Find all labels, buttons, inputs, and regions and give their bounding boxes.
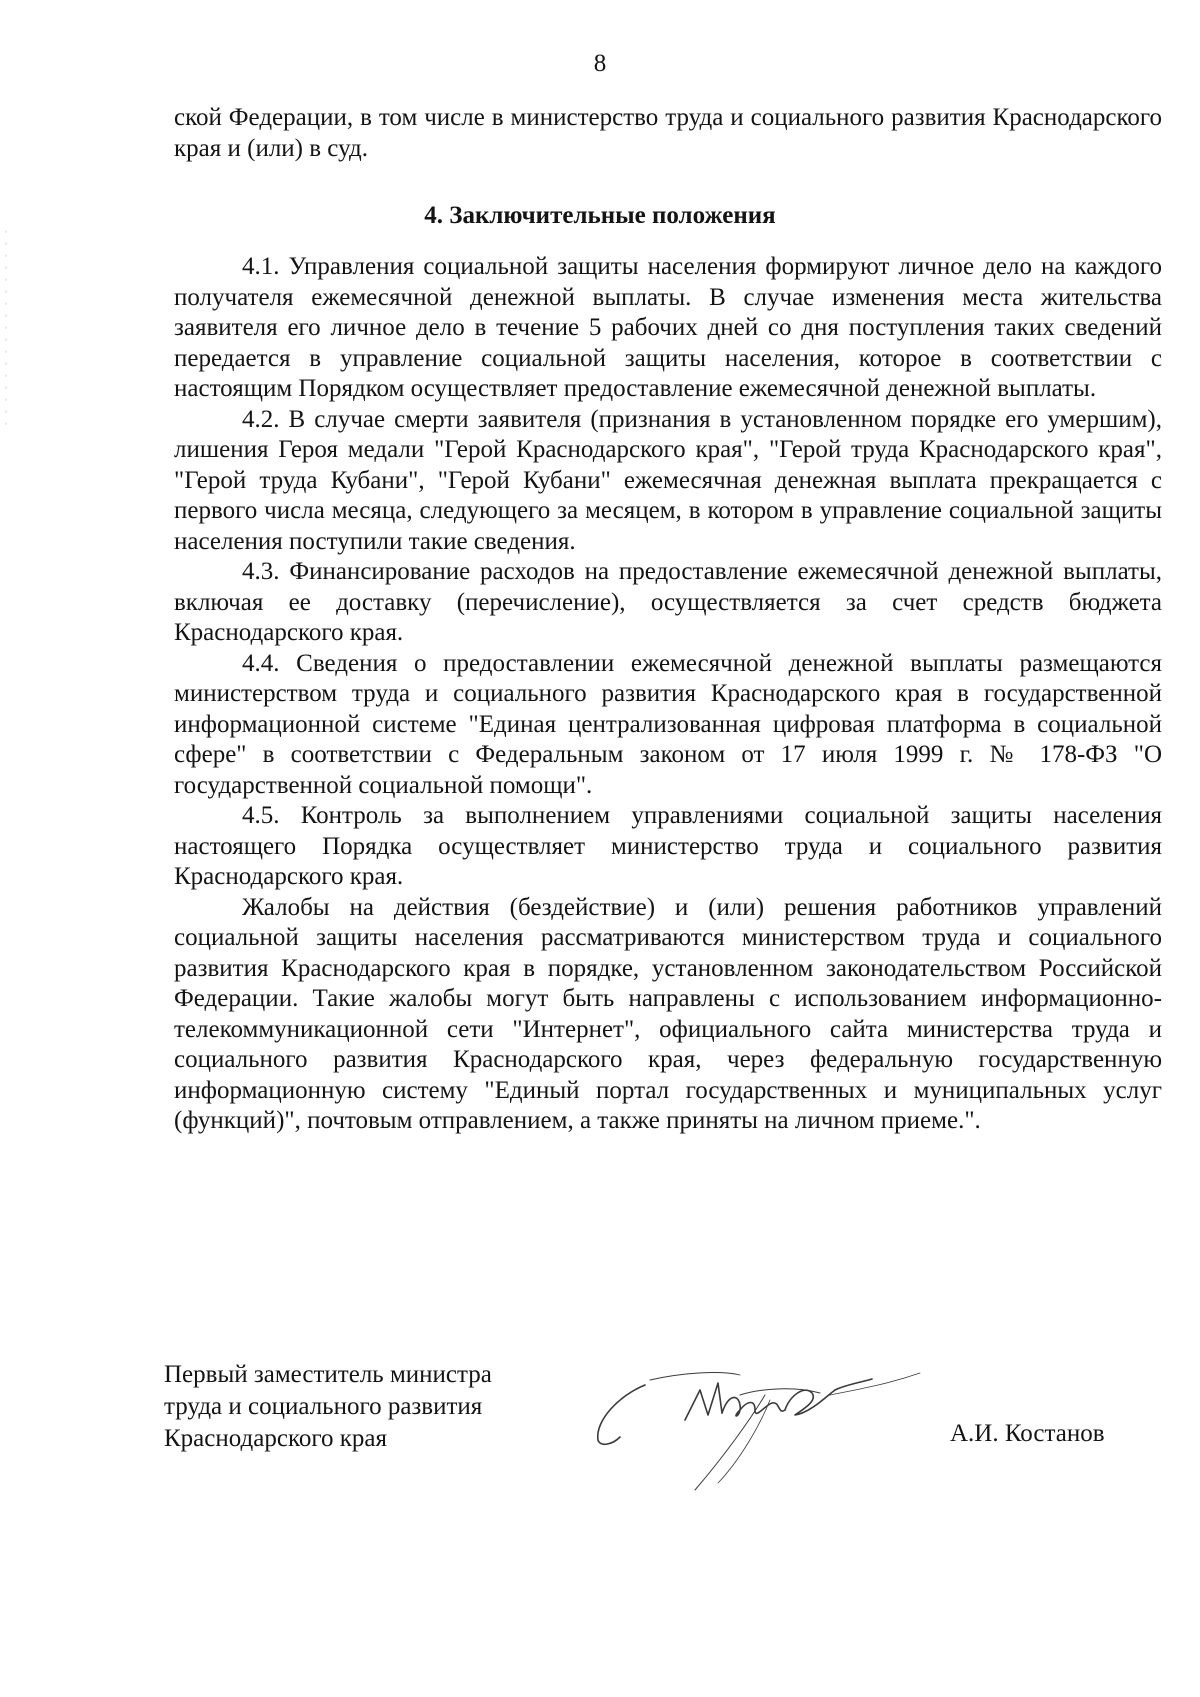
section-body [174, 252, 1162, 1137]
paragraph-4-3: 4.3. Финансирование расходов на предоставление ежемесячной денежной выплаты, включая ее доставку (перечисление), осуществляется за счет средств бюджета Краснодарского края. [174, 558, 1162, 646]
signatory-line: Первый заместитель министра [164, 1361, 492, 1388]
signatory-position [164, 1359, 492, 1455]
continuation-text [174, 103, 1162, 164]
paragraph-4-4: 4.4. Сведения о предоставлении ежемесячной денежной выплаты размещаются министерством труда и социального развития Краснодарского края в государственной информационной системе "Единая централизованная цифровая платформа в социальной сфере" в соответствии с Федеральным законом от 17 июля 1999 г. № 178-ФЗ "О государственной социальной помощи". [174, 649, 1162, 799]
section-heading: 4. Заключительные положения [424, 202, 776, 229]
signatory-line: Краснодарского края [164, 1425, 387, 1452]
signer-name: А.И. Костанов [950, 1420, 1105, 1447]
handwritten-signature [590, 1365, 950, 1505]
continuation-paragraph: ской Федерации, в том числе в министерство труда и социального развития Краснодарского края и (или) в суд. [174, 104, 1162, 162]
paragraph-4-1: 4.1. Управления социальной защиты населения формируют личное дело на каждого получателя ежемесячной денежной выплаты. В случае изменения места жительства заявителя его личное дело в течение 5 рабочих дней со дня поступления таких сведений передается в управление социальной защиты населения, которое в соответствии с настоящим Порядком осуществляет предоставление ежемесячной денежной выплаты. [174, 253, 1162, 402]
paragraph-4-2: 4.2. В случае смерти заявителя (признания в установленном порядке его умершим), лишения Героя медали "Герой Краснодарского края", "Герой труда Краснодарского края", "Герой труда Кубани", "Герой Кубани" ежемесячная денежная выплата прекращается с первого числа месяца, следующего за месяцем, в котором в управление социальной защиты населения поступили такие сведения. [174, 405, 1162, 555]
signatory-line: труда и социального развития [164, 1393, 483, 1420]
paragraph-complaints: Жалобы на действия (бездействие) и (или) решения работников управлений социальной защиты населения рассматриваются министерством труда и социального развития Краснодарского края в порядке, установленном законодательством Российской Федерации. Такие жалобы могут быть направлены с использованием информационно-телекоммуникационной сети "Интернет", официального сайта министерства труда и социального развития Краснодарского края, через федеральную государственную информационную систему "Единый портал государственных и муниципальных услуг (функций)", почтовым отправлением, а также приняты на личном приеме.". [174, 893, 1162, 1134]
scan-margin-marks [4, 230, 8, 430]
paragraph-4-5: 4.5. Контроль за выполнением управлениями социальной защиты населения настоящего Порядка осуществляет министерство труда и социального развития Краснодарского края. [174, 802, 1162, 890]
page-number: 8 [593, 50, 607, 77]
